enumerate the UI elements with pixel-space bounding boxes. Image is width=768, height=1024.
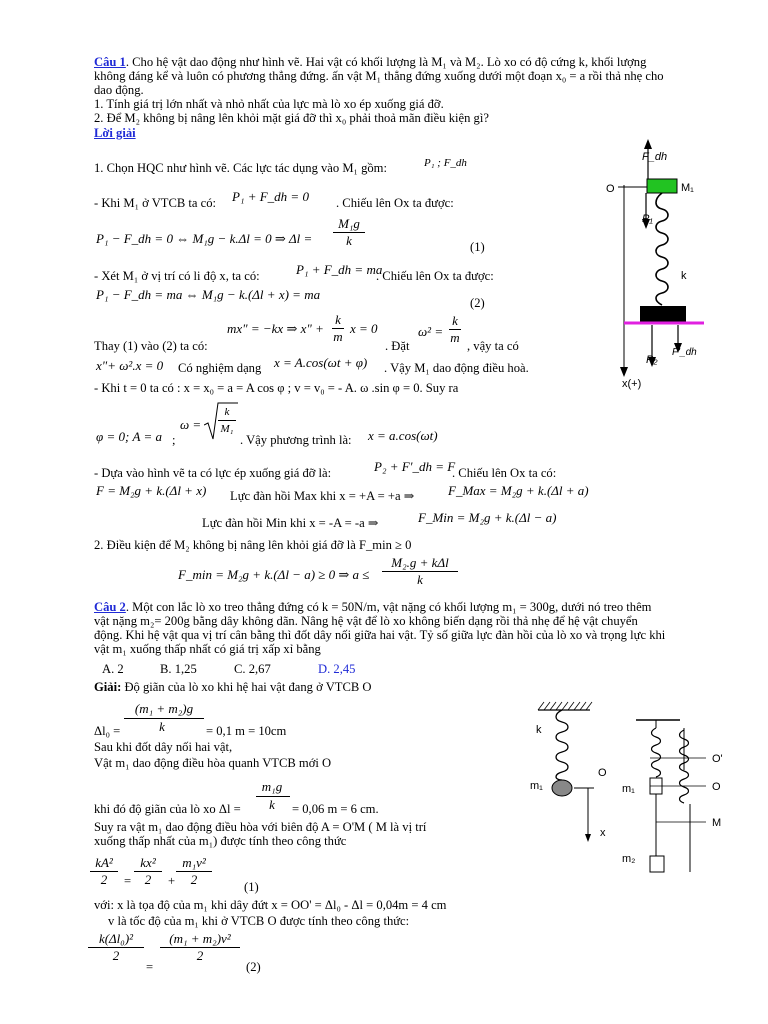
q2-g3: Vật m₁ dao động điều hòa quanh VTCB mới O xyxy=(94,756,332,770)
q2-e2-b-num: (m₁ + m₂)v² xyxy=(169,931,231,946)
figure-spring-system xyxy=(600,135,720,395)
q1-eq1-den: k xyxy=(346,233,352,248)
q2-e2-eq: = xyxy=(146,960,154,974)
q2-label: Câu 2 xyxy=(94,600,126,614)
q1-s2b: . Chiếu lên Ox ta được: xyxy=(336,196,454,210)
label-Fdh2: F'_dh xyxy=(672,347,697,358)
label-O: O xyxy=(606,183,615,195)
q1-intro-line1 xyxy=(94,55,646,69)
q1-eq3-tail: x = 0 xyxy=(350,321,378,336)
q1-s7: . Vậy phương trình là: xyxy=(240,433,352,447)
q2-giai-line xyxy=(94,680,372,694)
label-m1: m₁ xyxy=(622,783,635,795)
label-x: x(+) xyxy=(622,378,642,390)
q1-omega-frac2 xyxy=(218,405,236,436)
q2-g6: xuống thấp nhất của m₁) được tính theo công thức xyxy=(94,834,347,848)
q1-req2: 2. Để M₂ không bị nâng lên khỏi mặt giá đỡ thì x₀ phải thoả mãn điều kiện gì? xyxy=(94,111,489,125)
spring-left xyxy=(652,728,661,777)
block-m2 xyxy=(640,306,686,322)
q1-max-text: Lực đàn hồi Max khi x = +A = +a ⇒ xyxy=(230,489,415,503)
q1-s1-formula: P₁ ; F_dh xyxy=(424,157,467,169)
q2-g4b: = 0,06 m = 6 cm. xyxy=(292,802,379,816)
label-P2: P₂ xyxy=(646,354,658,366)
q2-dl0-den: k xyxy=(159,719,165,734)
q1-eq1: P₁ − F_dh = 0 ⇔ M₁g − k.Δl = 0 ⇒ Δl = xyxy=(96,231,313,246)
q2-intro1: . Một con lắc lò xo treo thẳng đứng có k = 50N/m, vật nặng có khối lượng m₁ = 300g, dưới nó treo thêm xyxy=(125,600,652,614)
q1-eq2: P₁ − F_dh = ma ⇔ M₁g − k.(Δl + x) = ma xyxy=(96,287,321,302)
q1-omega-k: k xyxy=(224,406,230,418)
q1-eq9-num: M₂.g + kΔl xyxy=(391,555,449,570)
label-M1: M₁ xyxy=(681,182,694,194)
q1-eq6: φ = 0; A = a xyxy=(96,429,163,444)
arrow-head-icon xyxy=(644,139,652,149)
q1-omega-num: k xyxy=(452,313,458,328)
q1-omega-fraction xyxy=(449,314,461,345)
label-m2: m₂ xyxy=(622,853,636,865)
q2-g7: với: x là tọa độ của m₁ khi dây đứt x = OO' = Δl₀ - Δl = 0,04m = 4 cm xyxy=(94,898,447,912)
q1-eq1-num: M₁g xyxy=(338,216,360,231)
q2-dl0-label: Δl₀ = xyxy=(94,724,121,738)
q1-s4-dat: . Đặt xyxy=(385,339,410,353)
figure-two-positions xyxy=(616,714,726,874)
q2-dl0-result: = 0,1 m = 10cm xyxy=(206,724,287,738)
q1-eq9-den: k xyxy=(417,572,423,587)
q1-eq7: x = a.cos(ωt) xyxy=(368,428,438,443)
axis-arrow-icon xyxy=(620,367,628,377)
label-Oprime: O' xyxy=(712,753,723,765)
mass-m1 xyxy=(552,780,572,796)
label-O: O xyxy=(598,767,607,779)
q2-option-c: C. 2,67 xyxy=(234,662,271,676)
q1-s4a: Thay (1) vào (2) ta có: xyxy=(94,339,208,353)
q2-e1-b xyxy=(134,856,162,887)
q2-intro-line3: động. Khi hệ vật qua vị trí cân bằng thì đốt dây nối giữa hai vật. Tỷ số giữa lực đàn hồi của lò xo và trọng lực khi xyxy=(94,628,666,642)
q2-intro-line1 xyxy=(94,600,651,614)
q1-solution-label: Lời giải xyxy=(94,126,136,140)
q2-g8: v là tốc độ của m₁ khi ở VTCB O được tính theo công thức: xyxy=(108,914,410,928)
q1-eq8: F = M₂g + k.(Δl + x) xyxy=(96,483,207,498)
label-P1: P₁ xyxy=(642,213,653,225)
q1-omega-eq: ω² = xyxy=(418,324,444,339)
q1-omega-label: ω = xyxy=(180,417,202,432)
q2-intro-line4: vật m₁ xuống thấp nhất có giá trị xấp xỉ bằng xyxy=(94,642,321,656)
q2-giai-label: Giải: xyxy=(94,680,122,694)
q1-intro1: . Cho hệ vật dao động như hình vẽ. Hai vật có khối lượng là M₁ và M₂. Lò xo có độ cứng k, khối lượng xyxy=(125,55,647,69)
q2-g4a: khi đó độ giãn của lò xo Δl = xyxy=(94,802,241,816)
q1-n2: (2) xyxy=(470,296,485,310)
q1-intro-line2: không đáng kể và luôn có phương thẳng đứng. ấn vật M₁ thẳng đứng xuống dưới một đoạn x₀ = a rồi thả nhẹ cho xyxy=(94,69,664,83)
q1-min-text: Lực đàn hồi Min khi x = -A = -a ⇒ xyxy=(202,516,379,530)
q1-n1: (1) xyxy=(470,240,485,254)
q1-s5a: Có nghiệm dạng xyxy=(178,361,262,375)
q2-e2-b-den: 2 xyxy=(196,948,204,963)
label-force-top: F_dh xyxy=(642,151,668,163)
q1-omega-den: m xyxy=(450,330,460,345)
q1-eq5: x = A.cos(ωt + φ) xyxy=(274,355,368,370)
axis-arrow-icon xyxy=(585,834,591,842)
q1-s8b: . Chiếu lên Ox ta có: xyxy=(452,466,557,480)
label-k: k xyxy=(536,724,542,736)
q1-eq-min: F_Min = M₂g + k.(Δl − a) xyxy=(418,510,557,525)
q1-s2-formula: P₁ + F_dh = 0 xyxy=(232,189,309,204)
q2-e2-a xyxy=(88,932,144,963)
label-m1: m₁ xyxy=(530,780,543,792)
q1-s2a: - Khi M₁ ở VTCB ta có: xyxy=(94,196,217,210)
q1-s6: - Khi t = 0 ta có : x = x₀ = a = A cos φ ; v = v₀ = - A. ω .sin φ = 0. Suy ra xyxy=(94,381,459,395)
q2-dl-den: k xyxy=(269,797,275,812)
q2-g1: Độ giãn của lò xo khi hệ hai vật đang ở VTCB O xyxy=(124,680,372,694)
spring xyxy=(656,193,668,305)
q2-e1-a-den: 2 xyxy=(100,872,108,887)
q1-s8-formula: P₂ + F'_dh = F xyxy=(374,459,456,474)
label-O: O xyxy=(712,781,721,793)
q1-eq3: mx" = −kx ⇒ x" + xyxy=(227,321,324,336)
q2-e2-a-num: k(Δl₀)² xyxy=(98,931,134,946)
q2-option-a: A. 2 xyxy=(102,662,124,676)
q2-e1-plus: + xyxy=(168,874,176,888)
figure-pendulum-m1 xyxy=(526,700,626,850)
q2-dl0-num: (m₁ + m₂)g xyxy=(134,701,194,716)
q1-intro-line3: dao động. xyxy=(94,83,144,97)
label-x: x xyxy=(600,827,606,839)
label-k: k xyxy=(681,270,687,282)
q1-s3-formula: P₁ + F_dh = ma xyxy=(296,262,383,277)
q1-eq9: F_min = M₂g + k.(Δl − a) ≥ 0 ⇒ a ≤ xyxy=(178,567,370,582)
q2-g2: Sau khi đốt dây nối hai vật, xyxy=(94,740,233,754)
q1-eq9-fraction xyxy=(382,556,458,587)
q1-s3b: . Chiếu lên Ox ta được: xyxy=(376,269,494,283)
q1-req1: 1. Tính giá trị lớn nhất và nhỏ nhất của lực mà lò xo ép xuống giá đỡ. xyxy=(94,97,444,111)
ceiling-hatch xyxy=(538,702,592,710)
q2-dl-num: m₁g xyxy=(261,779,283,794)
q2-e1-a-num: kA² xyxy=(95,855,113,870)
q2-e1-c-num: m₁v² xyxy=(182,855,206,870)
q1-eq1-fraction xyxy=(333,217,365,248)
q1-eq3-fraction xyxy=(332,313,344,344)
q2-n1: (1) xyxy=(244,880,259,894)
q1-s4-tail: , vậy ta có xyxy=(467,339,519,353)
q2-option-d: D. 2,45 xyxy=(318,662,356,676)
q1-eq3-den: m xyxy=(333,329,343,344)
spring xyxy=(556,710,568,780)
q1-s3a: - Xét M₁ ở vị trí có li độ x, ta có: xyxy=(94,269,260,283)
block-m1 xyxy=(647,179,677,193)
q1-eq4: x"+ ω².x = 0 xyxy=(96,358,164,373)
q2-intro-line2: vật nặng m₂= 200g bằng dây không dãn. Nâng hệ vật để lò xo không biến dạng rồi thả nhẹ để hệ vật chuyển xyxy=(94,614,638,628)
q2-e2-a-den: 2 xyxy=(112,948,120,963)
q1-eq-max: F_Max = M₂g + k.(Δl + a) xyxy=(448,483,589,498)
q2-g5: Suy ra vật m₁ dao động điều hòa với biên độ A = O'M ( M là vị trí xyxy=(94,820,427,834)
q2-e1-b-den: 2 xyxy=(144,872,152,887)
q1-s1: 1. Chọn HQC như hình vẽ. Các lực tác dụng vào M₁ gồm: xyxy=(94,161,387,175)
q2-e1-eq: = xyxy=(124,874,132,888)
q1-s5b: . Vậy M₁ dao động điều hoà. xyxy=(384,361,529,375)
q1-omega-m1: M₁ xyxy=(220,423,234,435)
q1-label: Câu 1 xyxy=(94,55,126,69)
q2-e1-c xyxy=(176,856,212,887)
label-M: M xyxy=(712,817,722,829)
q2-e1-a xyxy=(90,856,118,887)
q1-s9: 2. Điều kiện để M₂ không bị nâng lên khỏi giá đỡ là F_min ≥ 0 xyxy=(94,538,412,552)
q2-n2: (2) xyxy=(246,960,261,974)
q2-e1-b-num: kx² xyxy=(140,855,156,870)
block-m2 xyxy=(650,856,664,872)
q2-e1-c-den: 2 xyxy=(190,872,198,887)
q1-eq6-semi: ; xyxy=(172,433,176,447)
q1-eq3-num: k xyxy=(335,312,341,327)
q1-s8a: - Dựa vào hình vẽ ta có lực ép xuống giá đỡ là: xyxy=(94,466,332,480)
q2-option-b: B. 1,25 xyxy=(160,662,197,676)
q2-e2-b xyxy=(160,932,240,963)
